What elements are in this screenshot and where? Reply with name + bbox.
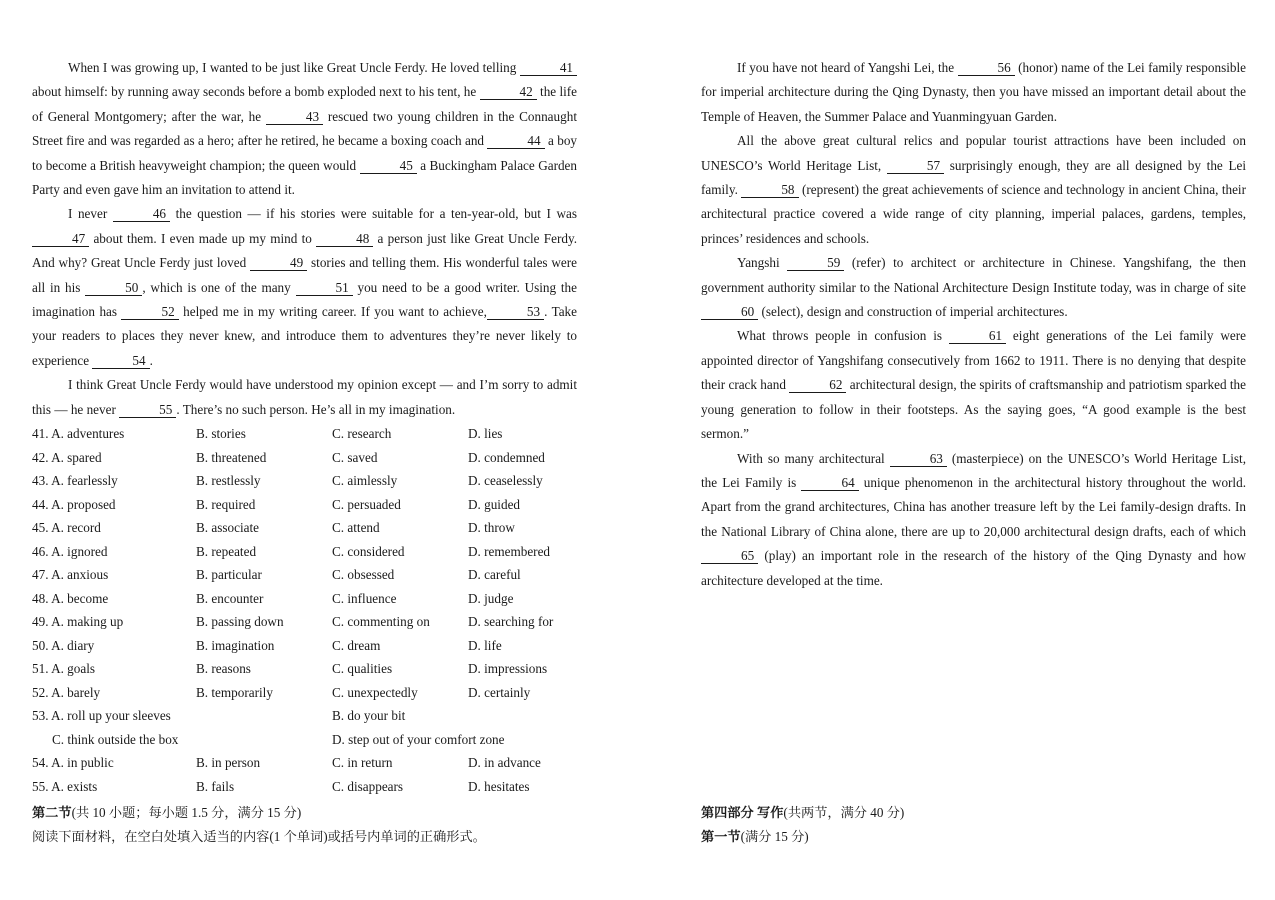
option-text: C. disappears: [332, 778, 404, 794]
option-b[interactable]: [196, 469, 332, 493]
paragraph: [32, 202, 577, 373]
option-d[interactable]: [468, 657, 588, 681]
part-4-header: [701, 801, 1261, 849]
option-a[interactable]: 53. A. roll up your sleeves: [32, 708, 171, 724]
option-a[interactable]: [32, 775, 196, 799]
option-a[interactable]: [32, 751, 196, 775]
option-text: D. guided: [468, 496, 521, 512]
option-text: C. commenting on: [332, 614, 430, 630]
option-text: B. associate: [196, 520, 259, 536]
text-run: If you have not heard of Yangshi Lei, the: [737, 60, 958, 75]
option-text: B. reasons: [196, 661, 251, 677]
option-a[interactable]: [32, 610, 196, 634]
option-b[interactable]: [196, 751, 332, 775]
option-b[interactable]: [196, 540, 332, 564]
option-b[interactable]: [196, 634, 332, 658]
option-b[interactable]: B. do your bit: [332, 708, 406, 724]
option-text: D. in advance: [468, 755, 541, 771]
question-number: 46.: [32, 543, 49, 559]
option-text: C. attend: [332, 520, 380, 536]
option-c[interactable]: [332, 516, 468, 540]
text-run: about himself: by running away seconds before a bomb exploded next to his tent, he: [32, 84, 480, 100]
text-run: unique phenomenon in the architectural history throughout the world. Apart from the grand architectures, China has another treasure left by the Lei family-design drafts. In the National Library of China alone, there are up to 20,000 architectural design drafts, each of which: [701, 474, 1246, 539]
option-d[interactable]: [468, 422, 588, 446]
grammar-fill-passage: [701, 56, 1246, 593]
question-number: 54.: [32, 755, 49, 771]
blank-41[interactable]: 41: [520, 60, 577, 76]
option-c[interactable]: [332, 634, 468, 658]
option-text: A. proposed: [51, 496, 116, 512]
text-run: (masterpiece) on the UNESCO’s World Heritage List, the Lei Family is: [701, 450, 1246, 490]
blank-48[interactable]: 48: [316, 231, 373, 247]
option-text: A. adventures: [51, 426, 125, 442]
option-a[interactable]: [32, 681, 196, 705]
question-number: 55.: [32, 778, 49, 794]
paragraph: [701, 324, 1246, 446]
text-run: (refer) to architect or architecture in Chinese. Yangshifang, the then government authority similar to the National Architecture Design Institute today, was in charge of site: [701, 255, 1246, 295]
option-b[interactable]: [196, 422, 332, 446]
option-text: B. restlessly: [196, 473, 261, 489]
option-c[interactable]: C. think outside the box: [52, 731, 179, 747]
option-text: A. barely: [51, 684, 101, 700]
option-c[interactable]: [332, 469, 468, 493]
cloze-passage: [32, 56, 577, 422]
text-run: , which is one of the many: [142, 279, 296, 295]
blank-59[interactable]: 59: [787, 255, 844, 271]
option-text: A. spared: [51, 449, 102, 465]
option-text: C. influence: [332, 590, 397, 606]
paragraph: [701, 447, 1246, 593]
option-text: D. certainly: [468, 684, 531, 700]
text-run: Yangshi: [737, 255, 788, 271]
option-c[interactable]: [332, 681, 468, 705]
option-c[interactable]: [332, 751, 468, 775]
option-d[interactable]: [468, 775, 588, 799]
blank-45[interactable]: 45: [360, 158, 417, 174]
option-d[interactable]: [468, 493, 588, 517]
option-text: B. repeated: [196, 543, 257, 559]
blank-43[interactable]: 43: [266, 109, 323, 125]
text-run: With so many architectural: [737, 450, 890, 466]
option-text: C. considered: [332, 543, 405, 559]
option-b[interactable]: [196, 775, 332, 799]
option-text: D. lies: [468, 426, 503, 442]
option-text: A. fearlessly: [51, 473, 118, 489]
blank-64[interactable]: 64: [801, 475, 858, 491]
text-run: you need to be a good writer. Using the imagination has: [32, 279, 577, 320]
option-c[interactable]: [332, 540, 468, 564]
part-4-title: 第四部分 写作(共两节，满分 40 分): [701, 805, 905, 820]
option-d[interactable]: [468, 587, 588, 611]
option-text: C. obsessed: [332, 567, 395, 583]
option-text: C. research: [332, 426, 392, 442]
option-text: C. in return: [332, 755, 393, 771]
text-run: (play) an important role in the research of the history of the Qing Dynasty and how architecture developed at the time.: [701, 548, 1246, 588]
option-row: [32, 610, 577, 634]
question-number: 51.: [32, 661, 49, 677]
option-row: [32, 563, 577, 587]
paragraph: [701, 56, 1246, 129]
option-text: A. in public: [51, 755, 114, 771]
text-run: When I was growing up, I wanted to be just like Great Uncle Ferdy. He loved telling: [68, 60, 520, 75]
option-text: B. threatened: [196, 449, 267, 465]
option-text: A. making up: [51, 614, 124, 630]
section-2-title: 第二节(共 10 小题；每小题 1.5 分，满分 15 分): [32, 805, 302, 820]
blank-65[interactable]: 65: [701, 548, 758, 564]
option-text: B. encounter: [196, 590, 264, 606]
left-column: [32, 56, 577, 798]
option-row: [32, 634, 577, 658]
text-run: What throws people in confusion is: [737, 328, 949, 344]
question-number: 48.: [32, 590, 49, 606]
question-number: 45.: [32, 520, 49, 536]
text-run: a Buckingham Palace Garden Party and even gave him an invitation to attend it.: [32, 157, 578, 198]
blank-58[interactable]: 58: [741, 182, 798, 198]
text-run: (honor) name of the Lei family responsible for imperial architecture during the Qing Dynasty, then you have missed an important detail about the Temple of Heaven, the Summer Palace and Yuanmingyuan Garden.: [701, 60, 1246, 124]
blank-55[interactable]: 55: [119, 402, 176, 418]
option-d[interactable]: [468, 634, 588, 658]
text-run: a boy to become a British heavyweight champion; the queen would: [32, 133, 578, 173]
text-run: stories and telling them. His wonderful tales were all in his: [32, 255, 578, 295]
option-a[interactable]: [32, 469, 196, 493]
option-text: D. ceaselessly: [468, 473, 543, 489]
option-row: [32, 446, 577, 470]
option-c[interactable]: [332, 587, 468, 611]
text-run: eight generations of the Lei family were appointed director of Yangshifang consecutively from 1662 to 1911. There is no denying that despite their crack hand: [701, 328, 1246, 393]
option-text: B. in person: [196, 755, 261, 771]
blank-53[interactable]: 53: [487, 304, 544, 320]
question-number: 43.: [32, 473, 49, 489]
text-run: I never: [68, 206, 113, 222]
text-run: architectural design, the spirits of craftsmanship and patriotism sparked the young generation to follow in their footsteps. As the saying goes, “A good example is the best sermon.”: [701, 377, 1246, 442]
option-text: B. imagination: [196, 637, 275, 653]
option-c[interactable]: [332, 775, 468, 799]
blank-63[interactable]: 63: [890, 451, 947, 467]
text-run: . Take your readers to places they never knew, and introduce them to adventures they’re never likely to experience: [32, 304, 578, 368]
text-run: I think Great Uncle Ferdy would have understood my opinion except — and I’m sorry to admit this — he never: [32, 377, 577, 417]
option-a[interactable]: [32, 634, 196, 658]
option-row-53: [32, 728, 577, 752]
blank-51[interactable]: 51: [296, 280, 353, 296]
option-a[interactable]: [32, 516, 196, 540]
option-b[interactable]: [196, 657, 332, 681]
option-c[interactable]: [332, 657, 468, 681]
option-c[interactable]: [332, 563, 468, 587]
question-number: 52.: [32, 684, 49, 700]
question-number: 44.: [32, 496, 49, 512]
option-text: D. life: [468, 637, 502, 653]
text-run: the question — if his stories were suitable for a ten-year-old, but I was: [170, 206, 577, 222]
option-row: [32, 681, 577, 705]
question-number: 41.: [32, 426, 49, 442]
option-text: D. condemned: [468, 449, 545, 465]
option-text: D. searching for: [468, 614, 554, 630]
option-a[interactable]: [32, 657, 196, 681]
option-d[interactable]: [468, 681, 588, 705]
question-number: 42.: [32, 449, 49, 465]
option-d[interactable]: [468, 540, 588, 564]
option-text: D. impressions: [468, 661, 548, 677]
option-c[interactable]: [332, 610, 468, 634]
option-d[interactable]: [468, 563, 588, 587]
text-run: a person just like Great Uncle Ferdy. And why? Great Uncle Ferdy just loved: [32, 230, 577, 271]
option-text: C. unexpectedly: [332, 684, 418, 700]
option-d[interactable]: [468, 751, 588, 775]
option-b[interactable]: [196, 493, 332, 517]
option-text: B. particular: [196, 567, 262, 583]
option-row: [32, 587, 577, 611]
option-text: A. exists: [51, 778, 98, 794]
question-number: 50.: [32, 637, 49, 653]
text-run: rescued two young children in the Connaught Street fire and was regarded as a hero; after he retired, he became a boxing coach and: [32, 108, 577, 149]
option-c[interactable]: [332, 422, 468, 446]
option-a[interactable]: [32, 563, 196, 587]
option-text: D. judge: [468, 590, 514, 606]
option-text: B. temporarily: [196, 684, 273, 700]
blank-61[interactable]: 61: [949, 328, 1006, 344]
option-b[interactable]: [196, 516, 332, 540]
option-text: B. passing down: [196, 614, 284, 630]
option-text: A. anxious: [51, 567, 109, 583]
option-row: [32, 422, 577, 446]
option-text: C. dream: [332, 637, 381, 653]
option-text: A. become: [51, 590, 109, 606]
text-run: .: [149, 352, 153, 368]
option-text: D. hesitates: [468, 778, 530, 794]
question-number: 47.: [32, 567, 49, 583]
option-row: [32, 540, 577, 564]
option-row: [32, 751, 577, 775]
section-2-instruction: 阅读下面材料，在空白处填入适当的内容(1 个单词)或括号内单词的正确形式。: [32, 829, 486, 844]
text-run: All the above great cultural relics and popular tourist attractions have been included on UNESCO’s World Heritage List,: [701, 133, 1246, 173]
option-b[interactable]: [196, 681, 332, 705]
right-column: [701, 56, 1246, 593]
options-list: [32, 422, 577, 798]
option-row: [32, 775, 577, 799]
text-run: the life of General Montgomery; after the war, he: [32, 84, 578, 124]
option-text: B. stories: [196, 426, 246, 442]
option-b[interactable]: [196, 563, 332, 587]
text-run: (select), design and construction of imperial architectures.: [758, 304, 1068, 320]
option-text: C. aimlessly: [332, 473, 398, 489]
option-text: D. throw: [468, 520, 515, 536]
option-a[interactable]: [32, 422, 196, 446]
option-b[interactable]: [196, 587, 332, 611]
option-a[interactable]: [32, 587, 196, 611]
question-number: 49.: [32, 614, 49, 630]
option-d[interactable]: [468, 446, 588, 470]
option-d[interactable]: [468, 610, 588, 634]
section-2-header: [32, 801, 592, 849]
option-text: C. saved: [332, 449, 378, 465]
option-text: A. diary: [51, 637, 95, 653]
section-1-title: 第一节(满分 15 分): [701, 829, 809, 844]
option-text: A. goals: [51, 661, 96, 677]
option-row: [32, 469, 577, 493]
blank-52[interactable]: 52: [121, 304, 178, 320]
text-run: surprisingly enough, they are all designed by the Lei family.: [701, 157, 1247, 198]
option-row: [32, 493, 577, 517]
option-c[interactable]: [332, 446, 468, 470]
option-d[interactable]: [468, 469, 588, 493]
text-run: . There’s no such person. He’s all in my imagination.: [176, 401, 456, 417]
option-text: A. record: [51, 520, 101, 536]
option-text: B. fails: [196, 778, 235, 794]
option-b[interactable]: [196, 610, 332, 634]
text-run: helped me in my writing career. If you want to achieve,: [178, 304, 487, 320]
paragraph: [701, 251, 1246, 324]
blank-47[interactable]: 47: [32, 231, 89, 247]
option-b[interactable]: [196, 446, 332, 470]
option-a[interactable]: [32, 493, 196, 517]
blank-56[interactable]: 56: [958, 60, 1015, 76]
paragraph: [32, 56, 577, 202]
option-text: B. required: [196, 496, 256, 512]
blank-50[interactable]: 50: [85, 280, 142, 296]
option-d[interactable]: [468, 516, 588, 540]
option-text: A. ignored: [51, 543, 108, 559]
option-text: C. qualities: [332, 661, 393, 677]
text-run: about them. I even made up my mind to: [89, 230, 317, 246]
blank-54[interactable]: 54: [92, 353, 149, 369]
blank-60[interactable]: 60: [701, 304, 758, 320]
blank-57[interactable]: 57: [887, 158, 944, 174]
option-text: C. persuaded: [332, 496, 401, 512]
option-row-53: [32, 704, 577, 728]
paragraph: [32, 373, 577, 422]
text-run: (represent) the great achievements of science and technology in ancient China, their architectural practice covered a wide range of city planning, imperial palaces, gardens, temples, princes’ residences and schools.: [701, 182, 1246, 246]
option-d[interactable]: D. step out of your comfort zone: [332, 731, 505, 747]
blank-46[interactable]: 46: [113, 206, 170, 222]
blank-62[interactable]: 62: [789, 377, 846, 393]
option-a[interactable]: [32, 446, 196, 470]
blank-44[interactable]: 44: [487, 133, 544, 149]
paragraph: [701, 129, 1246, 251]
option-text: D. careful: [468, 567, 521, 583]
option-row: [32, 657, 577, 681]
option-row: [32, 516, 577, 540]
blank-49[interactable]: 49: [250, 255, 307, 271]
option-c[interactable]: [332, 493, 468, 517]
option-text: D. remembered: [468, 543, 551, 559]
blank-42[interactable]: 42: [480, 84, 537, 100]
option-a[interactable]: [32, 540, 196, 564]
